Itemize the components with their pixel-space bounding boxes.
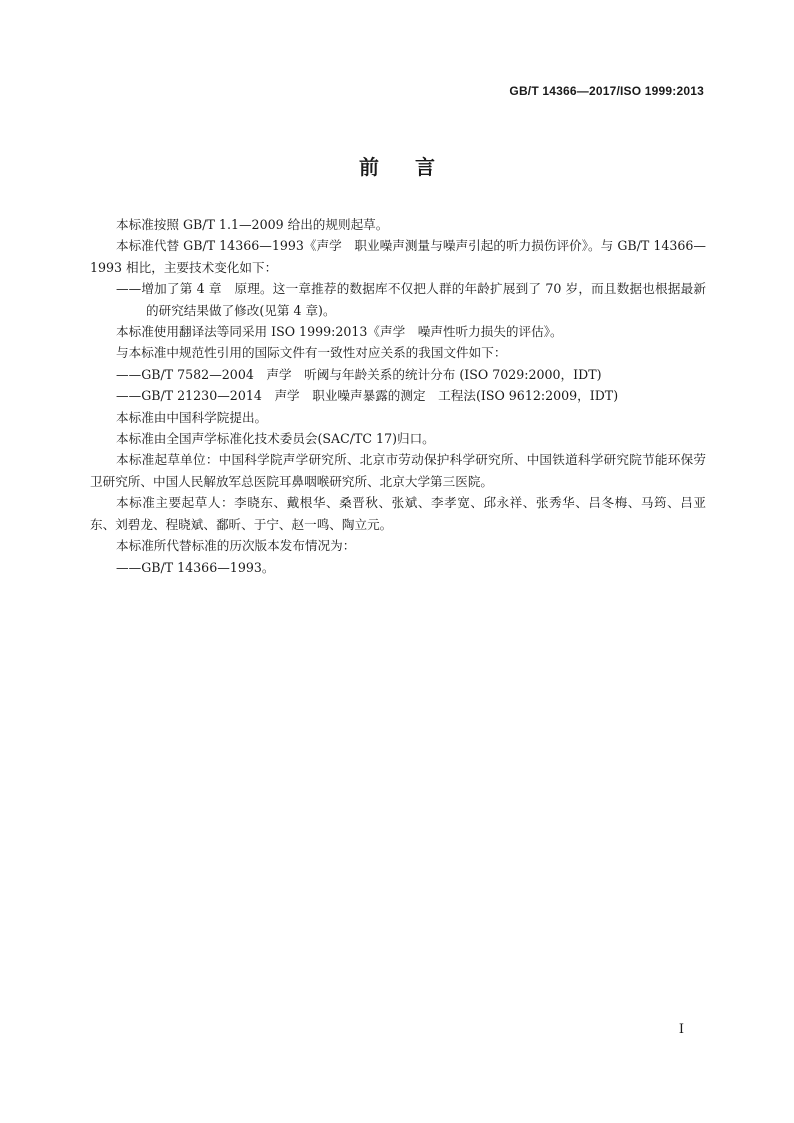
foreword-body bbox=[90, 214, 706, 578]
paragraph-history: 本标准所代替标准的历次版本发布情况为： bbox=[116, 538, 356, 554]
paragraph-proposed-by: 本标准由中国科学院提出。 bbox=[116, 409, 268, 425]
list-item-gbt7582: ——GB/T 7582—2004 声学 听阈与年龄关系的统计分布 (ISO 7029:2000，IDT) bbox=[116, 366, 602, 382]
list-item-gbt14366-1993: ——GB/T 14366—1993。 bbox=[116, 559, 275, 575]
list-item-gbt21230: ——GB/T 21230—2014 声学 职业噪声暴露的测定 工程法(ISO 9612:2009，IDT) bbox=[116, 388, 619, 404]
page-title: 前言 bbox=[359, 155, 471, 179]
standard-code: GB/T 14366—2017/ISO 1999:2013 bbox=[509, 84, 704, 98]
list-item-change-chapter4: ——增加了第 4 章 原理。这一章推荐的数据库不仅把人群的年龄扩展到了 70 岁，而且数据也根据最新的研究结果做了修改(见第 4 章)。 bbox=[116, 281, 706, 318]
paragraph-adoption: 本标准使用翻译法等同采用 ISO 1999:2013《声学 噪声性听力损失的评估》。 bbox=[116, 324, 563, 340]
paragraph-drafting-rules: 本标准按照 GB/T 1.1—2009 给出的规则起草。 bbox=[116, 217, 389, 232]
paragraph-drafting-units: 本标准起草单位：中国科学院声学研究所、北京市劳动保护科学研究所、中国铁道科学研究院节能环保劳卫研究所、中国人民解放军总医院耳鼻咽喉研究所、北京大学第三医院。 bbox=[90, 452, 706, 489]
paragraph-drafters: 本标准主要起草人：李晓东、戴根华、桑晋秋、张斌、李孝宽、邱永祥、张秀华、吕冬梅、马筠、吕亚东、刘碧龙、程晓斌、鄱昕、于宁、赵一鸣、陶立元。 bbox=[90, 495, 706, 532]
paragraph-normative-refs: 与本标准中规范性引用的国际文件有一致性对应关系的我国文件如下： bbox=[116, 345, 507, 361]
paragraph-replaces: 本标准代替 GB/T 14366—1993《声学 职业噪声测量与噪声引起的听力损伤评价》。与 GB/T 14366—1993 相比，主要技术变化如下： bbox=[90, 238, 706, 275]
paragraph-centralized-by: 本标准由全国声学标准化技术委员会(SAC/TC 17)归口。 bbox=[116, 431, 435, 447]
page-number: I bbox=[678, 1022, 684, 1037]
